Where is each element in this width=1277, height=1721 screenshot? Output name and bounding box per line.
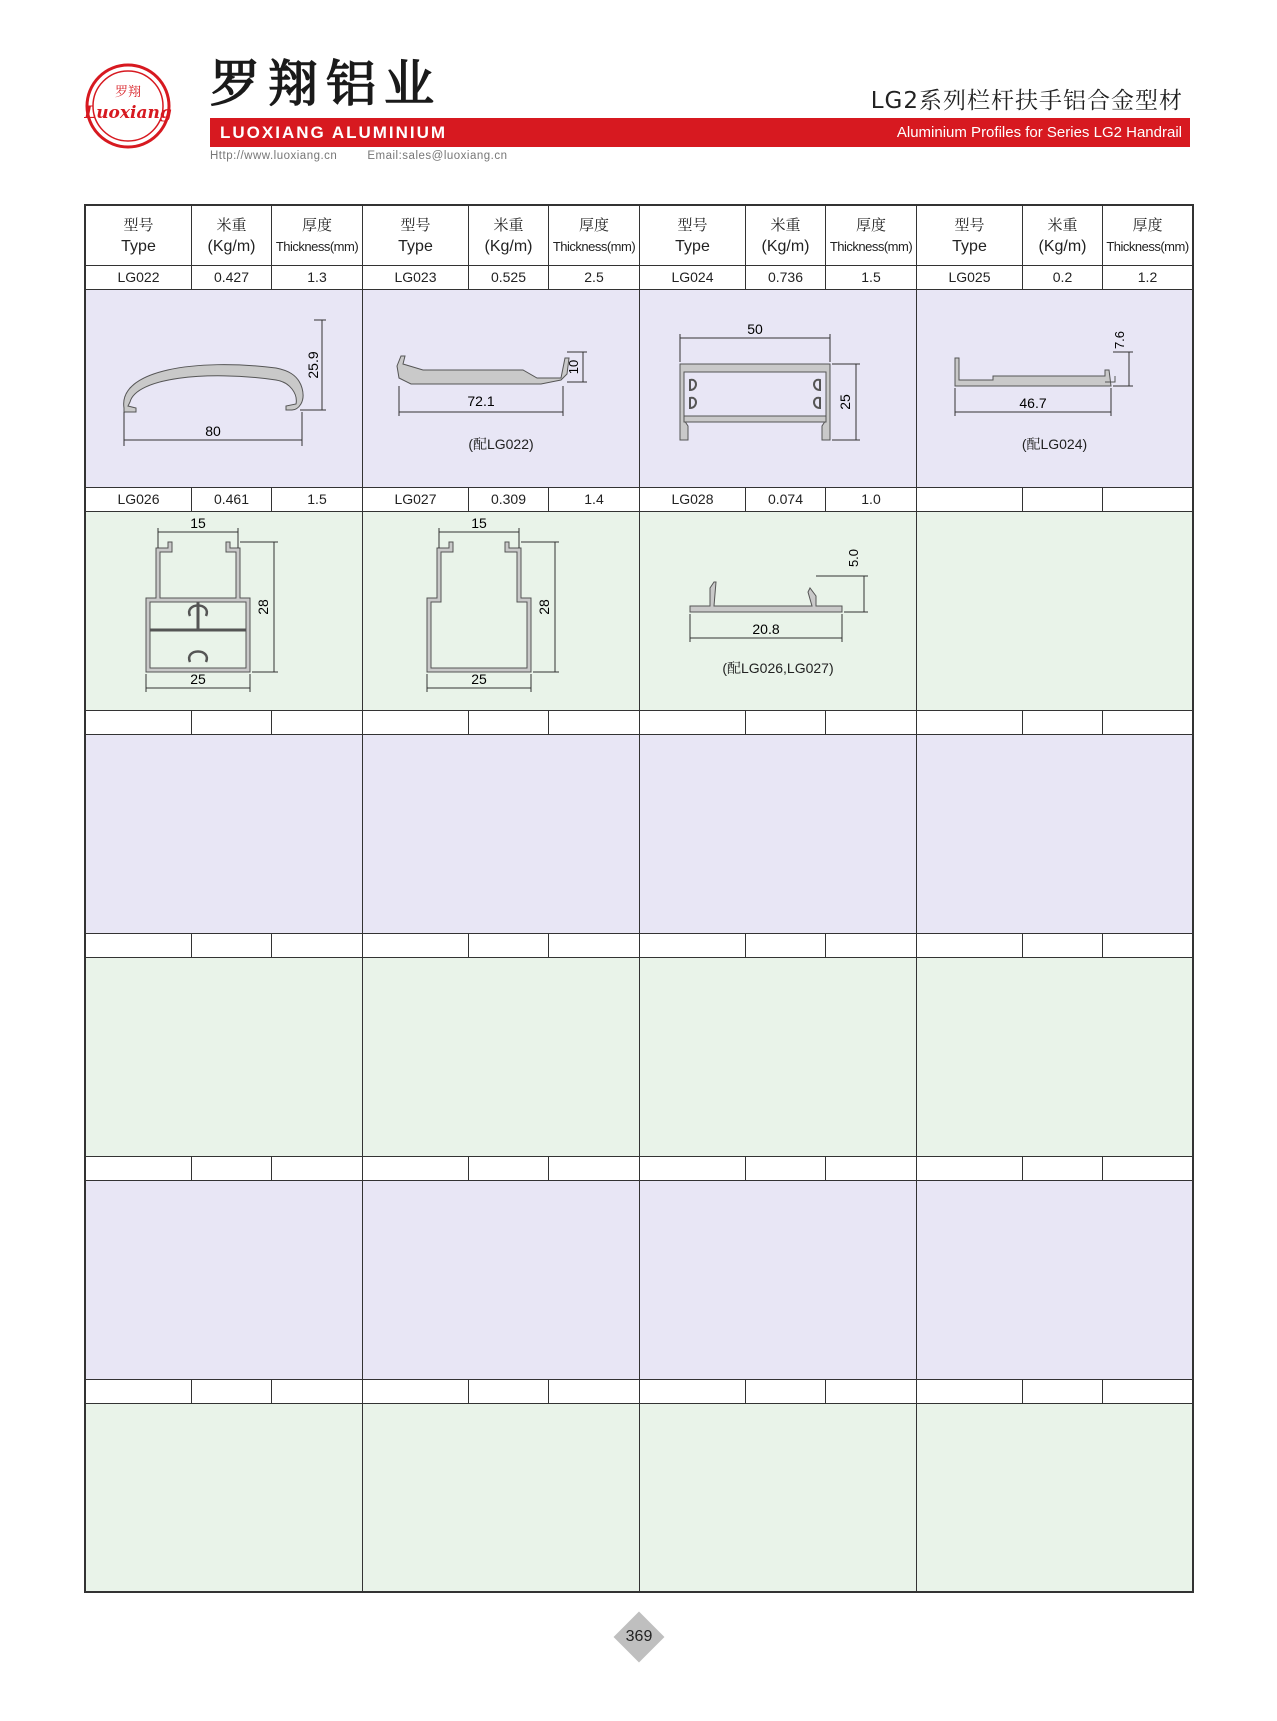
header-type: 型号 Type xyxy=(640,206,746,265)
header-thickness: 厚度 Thickness(mm) xyxy=(826,206,917,265)
luoxiang-logo xyxy=(84,62,172,150)
empty-drawing xyxy=(917,512,1192,710)
thickness-cell: 1.3 xyxy=(272,266,363,289)
spec-row xyxy=(86,1380,1192,1404)
profile-drawing-lg028 xyxy=(640,512,917,710)
dim-width: 50 xyxy=(747,321,763,337)
dim-width: 80 xyxy=(205,423,221,439)
dim-height: 5.0 xyxy=(846,548,861,568)
profile-note: (配LG024) xyxy=(1021,436,1088,452)
thickness-cell: 1.5 xyxy=(826,266,917,289)
spec-row xyxy=(86,1157,1192,1181)
thickness-cell: 1.4 xyxy=(549,488,640,511)
header-weight: 米重 (Kg/m) xyxy=(469,206,549,265)
thickness-cell: 1.5 xyxy=(272,488,363,511)
header-type: 型号 Type xyxy=(917,206,1023,265)
dim-width: 25 xyxy=(190,671,206,687)
type-cell: LG022 xyxy=(86,266,192,289)
type-cell: LG028 xyxy=(640,488,746,511)
logo-text-top: 罗翔 xyxy=(114,85,142,100)
spec-row xyxy=(86,934,1192,958)
type-cell xyxy=(917,488,1023,511)
header-thickness: 厚度 Thickness(mm) xyxy=(549,206,640,265)
page-number xyxy=(613,1611,665,1663)
weight-cell: 0.525 xyxy=(469,266,549,289)
spec-row xyxy=(86,711,1192,735)
drawing-row xyxy=(86,735,1192,934)
type-cell: LG026 xyxy=(86,488,192,511)
drawing-row xyxy=(86,1404,1192,1591)
drawing-row xyxy=(86,290,1192,488)
type-cell: LG023 xyxy=(363,266,469,289)
drawing-row xyxy=(86,1181,1192,1380)
thickness-cell: 1.0 xyxy=(826,488,917,511)
thickness-cell: 1.2 xyxy=(1137,269,1158,285)
website-link[interactable]: Http://www.luoxiang.cn xyxy=(210,150,338,162)
weight-cell: 0.2 xyxy=(1023,266,1103,289)
profile-note: (配LG026,LG027) xyxy=(722,660,834,676)
type-cell: LG025 xyxy=(917,266,1023,289)
series-title-en: Aluminium Profiles for Series LG2 Handrail xyxy=(896,124,1182,141)
header-weight: 米重 (Kg/m) xyxy=(1023,206,1103,265)
weight-cell: 0.736 xyxy=(746,266,826,289)
dim-width: 25 xyxy=(471,671,487,687)
table-header-row xyxy=(86,206,1192,266)
profile-drawing-lg024 xyxy=(640,290,917,487)
header-type: 型号 Type xyxy=(86,206,192,265)
drawing-row xyxy=(86,958,1192,1157)
dim-height: 25 xyxy=(837,394,853,410)
weight-cell: 0.427 xyxy=(192,266,272,289)
dim-height: 25.9 xyxy=(305,351,321,379)
type-cell: LG024 xyxy=(640,266,746,289)
dim-top: 15 xyxy=(471,515,487,531)
profile-drawing-lg026 xyxy=(86,512,363,710)
weight-cell: 0.461 xyxy=(192,488,272,511)
dim-width: 72.1 xyxy=(467,393,495,409)
type-cell: LG027 xyxy=(363,488,469,511)
dim-height: 7.6 xyxy=(1112,330,1127,350)
weight-cell: 0.074 xyxy=(746,488,826,511)
profile-drawing-lg022 xyxy=(86,290,363,487)
profile-drawing-lg027 xyxy=(363,512,640,710)
page-number-text: 369 xyxy=(625,1628,653,1645)
spec-row xyxy=(86,488,1192,512)
spec-row xyxy=(86,266,1192,290)
header-thickness: 厚度 Thickness(mm) xyxy=(1106,215,1189,254)
weight-cell xyxy=(1023,488,1103,511)
dim-width: 46.7 xyxy=(1019,395,1047,411)
weight-cell: 0.309 xyxy=(469,488,549,511)
thickness-cell xyxy=(1103,488,1192,511)
email-link[interactable]: Email:sales@luoxiang.cn xyxy=(367,150,508,162)
profile-drawing-lg025 xyxy=(917,290,1192,487)
profile-note: (配LG022) xyxy=(468,436,534,452)
header-weight: 米重 (Kg/m) xyxy=(746,206,826,265)
dim-top: 15 xyxy=(190,515,206,531)
header-weight: 米重 (Kg/m) xyxy=(192,206,272,265)
dim-height: 28 xyxy=(255,599,271,615)
contact-line xyxy=(210,150,508,162)
thickness-cell: 2.5 xyxy=(549,266,640,289)
dim-height: 10 xyxy=(566,359,581,375)
brand-name-cn: 罗翔铝业 xyxy=(210,55,442,113)
header-type: 型号 Type xyxy=(363,206,469,265)
profile-table xyxy=(84,204,1194,1593)
series-title-cn: LG2系列栏杆扶手铝合金型材 xyxy=(870,88,1183,114)
dim-width: 20.8 xyxy=(752,621,780,637)
brand-name-en: LUOXIANG ALUMINIUM xyxy=(220,123,448,142)
header-thickness: 厚度 Thickness(mm) xyxy=(272,206,363,265)
dim-height: 28 xyxy=(536,599,552,615)
drawing-row xyxy=(86,512,1192,711)
profile-drawing-lg023 xyxy=(363,290,640,487)
logo-text-script: Luoxiang xyxy=(84,103,172,123)
